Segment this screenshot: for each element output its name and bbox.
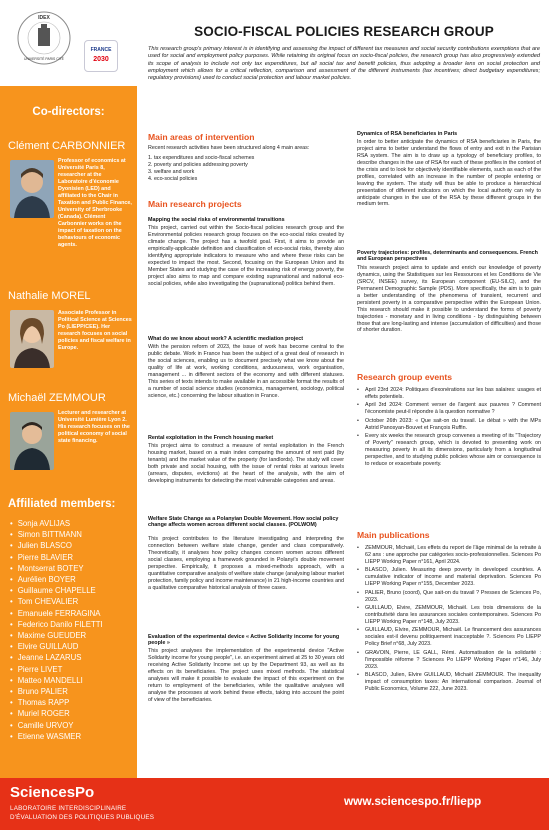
events-list <box>357 387 541 469</box>
director-name: Nathalie MOREL <box>8 290 91 302</box>
publication-item: • ZEMMOUR, Michaël, Les effets du report de l'âge minimal de la retraite à 62 ans : une approche par catégories socio-professionnelles. Sciences Po LIEPP Working Paper n°161, April 2024. <box>357 545 541 566</box>
project-title: Evaluation of the experimental device « Active Solidarity income for young people » <box>148 634 340 646</box>
member-item: • Guillaume CHAPELLE <box>10 585 135 596</box>
website-link[interactable]: www.sciencespo.fr/liepp <box>344 794 482 808</box>
member-item: • Simon BITTMANN <box>10 529 135 540</box>
areas-intro: Recent research activities have been structured along 4 main areas: <box>148 145 310 151</box>
member-item: • Emanuele FERRAGINA <box>10 608 135 619</box>
france-logo-line2: 2030 <box>93 56 109 63</box>
member-item: • Thomas RAPP <box>10 697 135 708</box>
member-item: • Sonja AVLIJAS <box>10 518 135 529</box>
project-text: This project analyses the implementation of the experimental device "Active Solidarity income for young people", i.e. an experiment aimed at 25 to 30 years old receiving Active Solidarity Income set up by the Department 93, as well as its effects on its beneficiaries. The project uses mixed methods. The statistical analyses will make it possible to evaluate the impact of this experiment on the return to employment of the beneficiaries, while the qualitative analyses will analyse the processes at work behind these effects, taking into account the point of view of the beneficiaries. <box>148 648 344 703</box>
area-item: 4. eco-social policies <box>148 175 198 182</box>
publication-item: • GUILLAUD, Elvire, ZEMMOUR, Michaël. Les trois dimensions de la contributivité dans les assurances sociales contemporaines. Sciences Po LIEPP Working Paper n°148, July 2023. <box>357 605 541 626</box>
project-title: What do we know about work? A scientific mediation project <box>148 336 304 342</box>
area-item: 2. poverty and policies addressing poverty <box>148 161 248 168</box>
project-title: Rental exploitation in the French housing market <box>148 435 274 441</box>
lab-name-line2: D'ÉVALUATION DES POLITIQUES PUBLIQUES <box>10 814 155 821</box>
member-item: • Bruno PALIER <box>10 686 135 697</box>
member-item: • Aurélien BOYER <box>10 574 135 585</box>
member-item: • Pierre LIVET <box>10 664 135 675</box>
area-item: 1. tax expenditures and socio-fiscal schemes <box>148 155 255 161</box>
publication-item: • BLASCO, Julien. Measuring deep poverty in developed countries. A cumulative indicator of income and material deprivation. Sciences Po LIEPP Working Paper n°155, December 2023. <box>357 567 541 588</box>
event-item: • Every six weeks the research group convenes a meeting of its "Trajectory of Poverty" research group, which is devoted to presenting work on measuring poverty in all its dimensions, particularly from a longitudinal perspective, and to studying public policies whose aim or consequence is to reduce or exacerbate poverty. <box>357 433 541 468</box>
logo-area <box>0 0 137 86</box>
footer <box>0 778 549 830</box>
project-title: Welfare State Change as a Polanyian Double Movement. How social policy change affects women across different social classes. (POLWOM) <box>148 516 339 528</box>
publications-list <box>357 545 541 694</box>
france-2030-logo <box>84 40 118 72</box>
project-text: This research project aims to update and enrich our knowledge of poverty dynamics, using the Statistiques sur les Ressources et les Conditions de Vie (SRCV, INSEE) survey, its European component (EU-SILC), and the Permanent Demographic Sample (PDS). More specifically, the aim is to gain a better understanding of the phenomena of transient, recurrent and persistent poverty in a comparative perspective within the European Union. This research should make it possible to understand the forms of poverty trajectories - monetary and in living conditions - by distinguishing between those that are long-lasting and intense (accumulation of difficulties) and those of shorter duration. <box>357 265 541 334</box>
publication-item: • PALIER, Bruno (coord), Que sait-on du travail ? Presses de Sciences Po, 2023. <box>357 590 541 604</box>
project-title: Dynamics of RSA beneficiaries in Paris <box>357 131 458 137</box>
project-text: This project aims to construct a measure of rental exploitation in the French housing market, based on a main index comparing the amount of rent paid (by tenants) and the market value of the property (for landlords). The study will cover both private and social housing, with the issue of rental risks at various levels (arrears, disputes, evictions) at the heart of the analysis, with the aim of developing instruments for detecting the most vulnerable categories and areas. <box>148 443 344 484</box>
member-item: • Pierre BLAVIER <box>10 552 135 563</box>
france-logo-line1: FRANCE <box>90 47 112 53</box>
director-name: Michaël ZEMMOUR <box>8 392 106 404</box>
lab-name-line1: LABORATOIRE INTERDISCIPLINAIRE <box>10 805 127 812</box>
intro-paragraph: This research group's primary interest is in identifying and assessing the impact of different tax measures and social security contributions exemptions that are used for social and employment policy purposes. While retaining its original focus on socio-fiscal policies, the research group has also progressively extended its scope of analysis to include not only tax expenditures, but all social tax and benefit policies, thus adopting a broader lens on social protection and employment which allows for a critical reflection, comparison and assessment of the different instruments (tax incentives; direct budgetary expenditures; regulatory provisions) used to conduct social protection and labour market policies. <box>148 46 540 82</box>
member-item: • Maxime GUEUDER <box>10 630 135 641</box>
sciencespo-logo: SciencesPo <box>10 784 95 801</box>
event-item: • April 23rd 2024: Politiques d'exonérations sur les bas salaires: usages et effets potentiels. <box>357 387 541 401</box>
director-bio: Lecturer and researcher at Université Lumière Lyon 2. His research focuses on the political economy of social state financing. <box>58 410 130 445</box>
event-item: • April 3rd 2024: Comment verser de l'argent aux pauvres ? Comment l'économiste peut-il répondre à la question normative ? <box>357 402 541 416</box>
codirectors-heading: Co-directors: <box>32 106 105 118</box>
affiliated-members-heading: Affiliated members: <box>8 498 116 510</box>
member-item: • Jeanne LAZARUS <box>10 652 135 663</box>
publications-heading: Main publications <box>357 530 430 540</box>
area-item: 3. welfare and work <box>148 168 195 175</box>
affiliated-members-list <box>10 518 135 742</box>
director-photo <box>10 412 54 470</box>
areas-heading: Main areas of intervention <box>148 132 255 142</box>
member-item: • Etienne WASMER <box>10 731 135 742</box>
member-item: • Tom CHEVALIER <box>10 596 135 607</box>
svg-text:IDEX: IDEX <box>38 15 50 21</box>
project-text: This project contributes to the literature investigating and interpreting the connection between welfare state change, gender and class comparatively. Theoretically, it analyses how policy changes concern women across different social classes, employing a framework grounded in Polanyi's double movement perspective. Empirically, it proposes a mixed-methods approach, with a quantitative comparative analysis of welfare state change (analysing labour market protection, family policy and income maintenance) in 21 high-income countries and a qualitative comparative historical analysis of three cases. <box>148 536 344 591</box>
sidebar <box>0 0 137 778</box>
project-text: In order to better anticipate the dynamics of RSA beneficiaries in Paris, the project aims to better understand the flows of entry and exit in the Parisian RSA system. The aim is to draw up a typology of beneficiary profiles, to describe changes in the use of RSA for each of these profiles in the context of the crisis and to look for objectively identifiable elements, such as each of the profiles, correlated with an increase in the number of people entering or leaving the system. The study will thus be able to produce a hierarchical presentation of different indicators on which the local authority can rely to anticipate changes in the use of the RSA by these different groups in the medium term. <box>357 139 541 208</box>
publication-item: • BLASCO, Julien, Elvire GUILLAUD, Michaël ZEMMOUR. The inequality impact of consumption taxes: An international comparison. Journal of Public Economics, Volume 222, June 2023. <box>357 672 541 693</box>
member-item: • Matteo MANDELLI <box>10 675 135 686</box>
project-text: This project, carried out within the Socio-fiscal policies research group and the Environmental policies research group focuses on the eco-social risks created by climate change. The project has a twofold goal. First, it aims to provide an empirically-applicable definition and classification of eco-social risks, thereby also identifying appropriate indicators to measure who and where these risks can be expected to impact the most. Second, focusing on the European Union and its Member States and studying the case of the increasing risk of energy poverty, the project also aims to map and compare existing supranational and national eco-social policies, while also investigating the (supranational) politics behind them. <box>148 225 344 287</box>
areas-list <box>148 155 344 183</box>
page-title: SOCIO-FISCAL POLICIES RESEARCH GROUP <box>194 24 494 39</box>
publication-item: • GRAVOIN, Pierre, LE GALL, Rémi. Automatisation de la solidarité : l'impossible réforme ? Sciences Po LIEPP Working Paper n°146, July 2023. <box>357 650 541 671</box>
director-bio: Professor of economics at Université Paris 8, researcher at the Laboratoire d'économie Dyonisien (LED) and affiliated to the Chair in Taxation and Public Finance, University of Sherbrooke (Canada). Clément Carbonnier works on the impact of taxation on the behaviours of economic agents. <box>58 158 132 249</box>
event-item: • October 26th 2023: « Que sait-on du travail. Le débat » with the MPs Astrid Panosyan-Bouvet et François Ruffin. <box>357 418 541 432</box>
project-title: Poverty trajectories: profiles, determinants and consequences. French and European perspectives <box>357 250 538 262</box>
member-item: • Muriel ROGER <box>10 708 135 719</box>
svg-text:UNIVERSITÉ PARIS CITÉ: UNIVERSITÉ PARIS CITÉ <box>24 57 64 61</box>
member-item: • Julien BLASCO <box>10 540 135 551</box>
member-item: • Camille URVOY <box>10 720 135 731</box>
member-item: • Federico Danilo FILETTI <box>10 619 135 630</box>
member-item: • Elvire GUILLAUD <box>10 641 135 652</box>
director-photo <box>10 310 54 368</box>
project-title: Mapping the social risks of environmental transitions <box>148 217 285 223</box>
director-photo <box>10 160 54 218</box>
events-heading: Research group events <box>357 372 453 382</box>
director-name: Clément CARBONNIER <box>8 140 126 152</box>
publication-item: • GUILLAUD, Elvire, ZEMMOUR, Michaël. Le financement des assurances sociales est-il devenu politiquement inacceptable ?. Sciences Po LIEPP Policy Brief n°68, July 2023. <box>357 627 541 648</box>
projects-heading: Main research projects <box>148 199 242 209</box>
idex-universite-paris-cite-logo <box>14 8 74 72</box>
project-text: With the pension reform of 2023, the issue of work has become central to the public debate. Work in France has been the subject of a great deal of research in the social sciences, enabling us to document precisely what we know about the quality of life at work, working conditions, arduousness, work organisation, management ... in different sectors of the economy and with different statuses. This series of texts intends to make available in an accessible format the results of a number of social science studies (economics, management, sociology, political science, etc.) concerning the labour situation in France. <box>148 344 344 399</box>
member-item: • Montserrat BOTEY <box>10 563 135 574</box>
director-bio: Associate Professor in Political Science at Sciences Po (LIEPP/CEE). Her research focuses on social policies and fiscal welfare in Europe. <box>58 310 132 352</box>
